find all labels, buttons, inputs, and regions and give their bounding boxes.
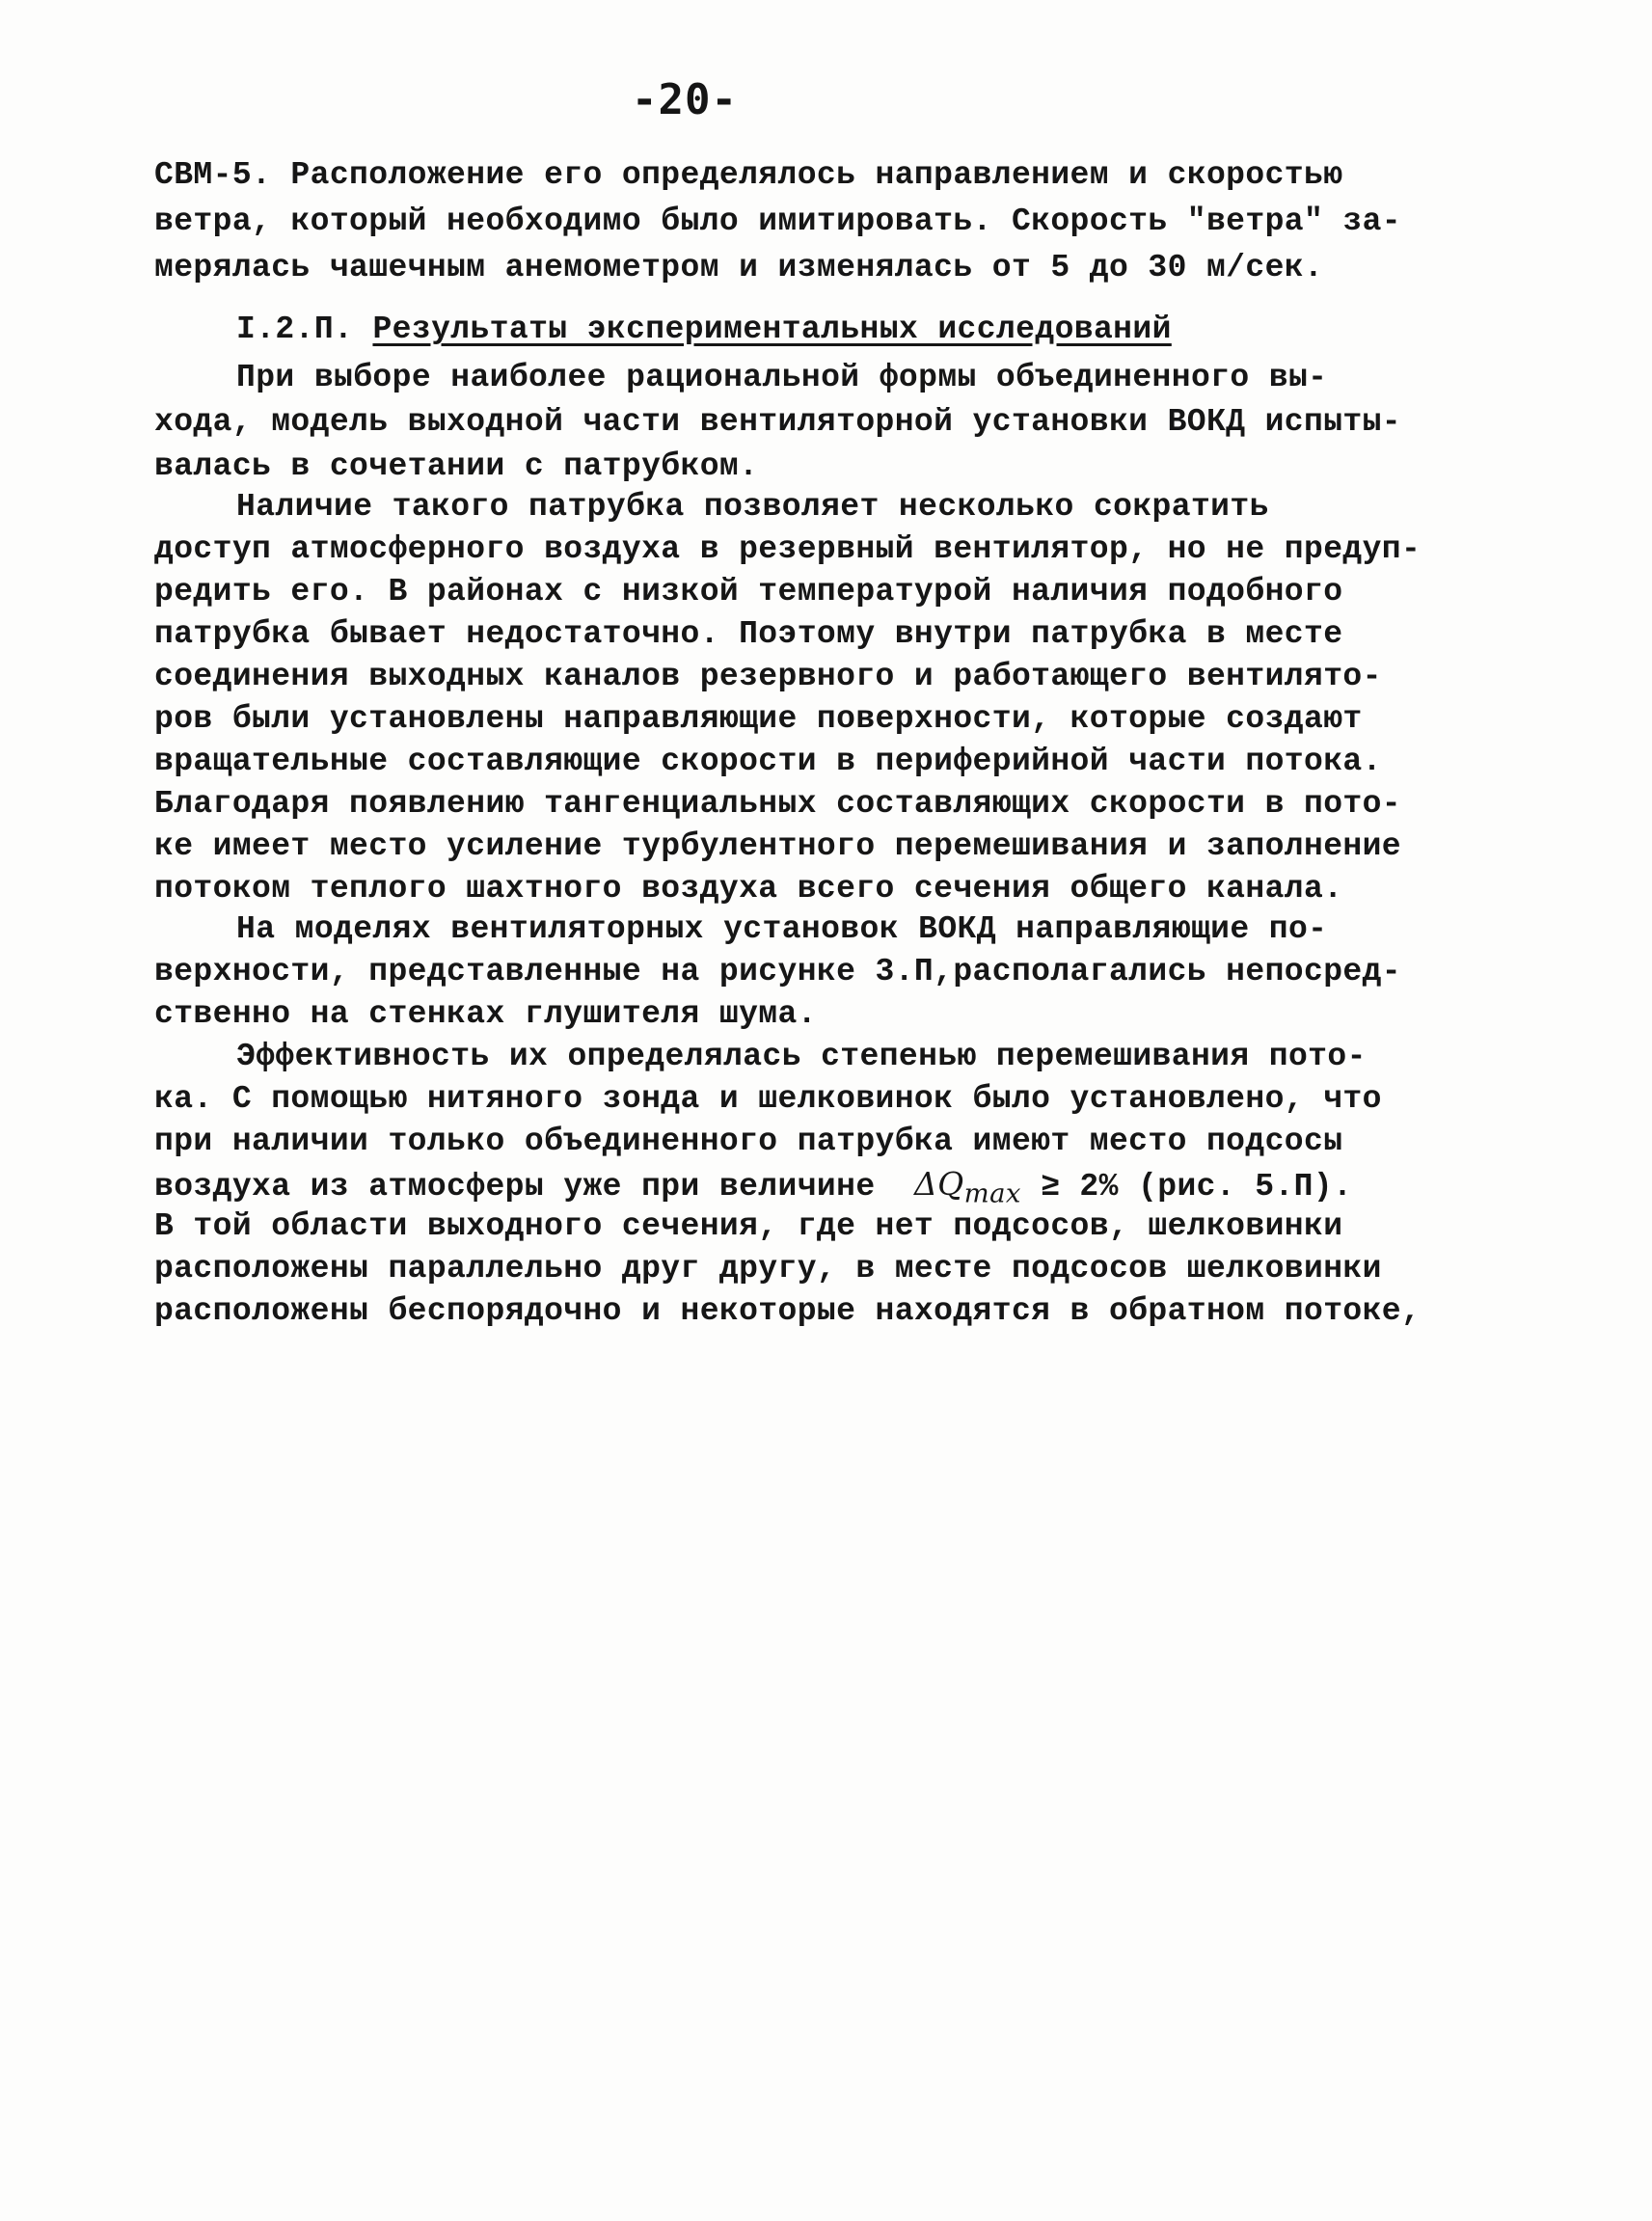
text-line: ветра, который необходимо было имитировать. Скорость "ветра" за-	[154, 203, 1402, 239]
text-line: патрубка бывает недостаточно. Поэтому внутри патрубка в месте	[154, 616, 1343, 652]
text-line: расположены параллельно друг другу, в месте подсосов шелковинки	[154, 1251, 1382, 1287]
text-line: редить его. В районах с низкой температурой наличия подобного	[154, 574, 1343, 609]
section-title: Результаты экспериментальных исследований	[372, 311, 1172, 347]
text-line: В той области выходного сечения, где нет подсосов, шелковинки	[154, 1208, 1343, 1244]
text-line: хода, модель выходной части вентиляторной установки ВОКД испыты-	[154, 404, 1402, 440]
text-line: вращательные составляющие скорости в периферийной части потока.	[154, 744, 1382, 779]
formula-line	[154, 1165, 1352, 1213]
text-line: Благодаря появлению тангенциальных составляющих скорости в пото-	[154, 786, 1402, 822]
text-line: ка. С помощью нитяного зонда и шелковинок было установлено, что	[154, 1081, 1382, 1117]
formula-line-before: воздуха из атмосферы уже при величине	[154, 1169, 914, 1205]
formula-delta-q: ΔQ	[913, 1165, 964, 1203]
text-line: валась в сочетании с патрубком.	[154, 448, 759, 484]
section-number: I.2.П.	[236, 311, 354, 347]
text-line: при наличии только объединенного патрубка имеют место подсосы	[154, 1124, 1343, 1159]
page-number: -20-	[632, 75, 738, 124]
text-line: При выборе наиболее рациональной формы объединенного вы-	[236, 360, 1328, 395]
text-line: потоком теплого шахтного воздуха всего сечения общего канала.	[154, 871, 1343, 907]
formula-line-after: ≥ 2% (рис. 5.П).	[1020, 1169, 1353, 1205]
section-heading	[236, 311, 1172, 349]
text-line: расположены беспорядочно и некоторые находятся в обратном потоке,	[154, 1293, 1422, 1329]
text-line: мерялась чашечным анемометром и изменялась от 5 до 30 м/сек.	[154, 250, 1324, 285]
text-line: Эффективность их определялась степенью перемешивания пото-	[236, 1039, 1367, 1074]
text-line: Наличие такого патрубка позволяет несколько сократить	[236, 489, 1269, 525]
text-line: ственно на стенках глушителя шума.	[154, 996, 817, 1032]
text-line: верхности, представленные на рисунке 3.П,располагались непосред-	[154, 954, 1402, 989]
text-line: соединения выходных каналов резервного и работающего вентилято-	[154, 659, 1382, 694]
text-line: ке имеет место усиление турбулентного перемешивания и заполнение	[154, 828, 1402, 864]
text-line: На моделях вентиляторных установок ВОКД направляющие по-	[236, 911, 1328, 947]
text-line: СВМ-5. Расположение его определялось направлением и скоростью	[154, 157, 1343, 193]
formula-subscript: max	[963, 1178, 1021, 1209]
text-line: доступ атмосферного воздуха в резервный вентилятор, но не предуп-	[154, 531, 1422, 567]
text-line: ров были установлены направляющие поверхности, которые создают	[154, 701, 1363, 737]
